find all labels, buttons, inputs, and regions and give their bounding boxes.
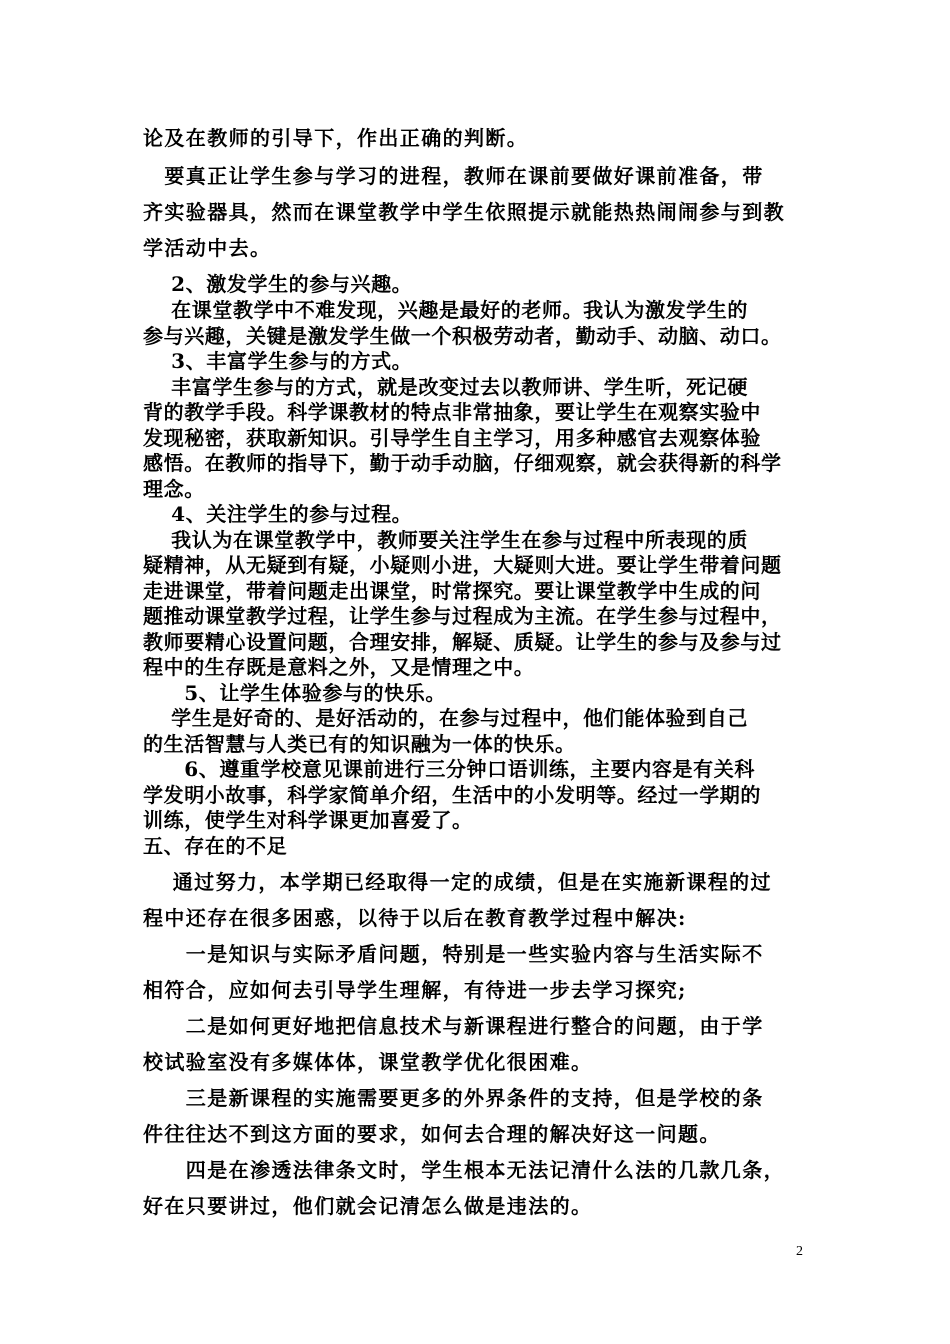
text-line: 的生活智慧与人类已有的知识融为一体的快乐。 xyxy=(143,732,576,756)
text-line: 我认为在课堂教学中，教师要关注学生在参与过程中所表现的质 xyxy=(143,528,748,552)
text-line: 论及在教师的引导下，作出正确的判断。 xyxy=(143,126,529,150)
text-line: 3、丰富学生参与的方式。 xyxy=(143,349,413,373)
text-line: 好在只要讲过，他们就会记清怎么做是违法的。 xyxy=(143,1194,593,1218)
text-line: 四是在渗透法律条文时，学生根本无法记清什么法的几款几条， xyxy=(143,1158,785,1182)
page-number: 2 xyxy=(796,1244,803,1259)
text-line: 6、遵重学校意见课前进行三分钟口语训练，主要内容是有关科 xyxy=(143,757,755,781)
text-line: 背的教学手段。科学课教材的特点非常抽象，要让学生在观察实验中 xyxy=(143,400,761,424)
text-line: 程中还存在很多困惑，以待于以后在教育教学过程中解决: xyxy=(143,906,687,930)
text-line: 参与兴趣，关键是激发学生做一个积极劳动者，勤动手、动脑、动口。 xyxy=(143,324,782,348)
text-line: 走进课堂，带着问题走出课堂，时常探究。要让课堂教学中生成的问 xyxy=(143,579,761,603)
text-line: 二是如何更好地把信息技术与新课程进行整合的问题，由于学 xyxy=(143,1014,764,1038)
text-line: 感悟。在教师的指导下，勤于动手动脑，仔细观察，就会获得新的科学 xyxy=(143,451,782,475)
text-line: 教师要精心设置问题，合理安排，解疑、质疑。让学生的参与及参与过 xyxy=(143,630,782,654)
text-line: 发现秘密，获取新知识。引导学生自主学习，用多种感官去观察体验 xyxy=(143,426,761,450)
text-line: 5、让学生体验参与的快乐。 xyxy=(143,681,446,705)
text-line: 学发明小故事，科学家简单介绍，生活中的小发明等。经过一学期的 xyxy=(143,783,761,807)
text-line: 2、激发学生的参与兴趣。 xyxy=(143,272,413,296)
text-line: 理念。 xyxy=(143,477,205,501)
text-line: 齐实验器具，然而在课堂教学中学生依照提示就能热热闹闹参与到教 xyxy=(143,200,785,224)
text-line: 学活动中去。 xyxy=(143,236,272,260)
text-line: 丰富学生参与的方式，就是改变过去以教师讲、学生听，死记硬 xyxy=(143,375,748,399)
text-line: 一是知识与实际矛盾问题，特别是一些实验内容与生活实际不 xyxy=(143,942,764,966)
text-line: 题推动课堂教学过程，让学生参与过程成为主流。在学生参与过程中， xyxy=(143,604,782,628)
text-line: 在课堂教学中不难发现，兴趣是最好的老师。我认为激发学生的 xyxy=(143,298,748,322)
text-line: 训练，使学生对科学课更加喜爱了。 xyxy=(143,808,473,832)
text-line: 校试验室没有多媒体体，课堂教学优化很困难。 xyxy=(143,1050,593,1074)
text-line: 要真正让学生参与学习的进程，教师在课前要做好课前准备，带 xyxy=(143,164,764,188)
text-line: 相符合，应如何去引导学生理解，有待进一步去学习探究; xyxy=(143,978,687,1002)
text-line: 通过努力，本学期已经取得一定的成绩，但是在实施新课程的过 xyxy=(143,870,772,894)
text-line: 疑精神，从无疑到有疑，小疑则小进，大疑则大进。要让学生带着问题 xyxy=(143,553,782,577)
text-line: 三是新课程的实施需要更多的外界条件的支持，但是学校的条 xyxy=(143,1086,764,1110)
text-line: 件往往达不到这方面的要求，如何去合理的解决好这一问题。 xyxy=(143,1122,721,1146)
text-line: 学生是好奇的、是好活动的，在参与过程中，他们能体验到自己 xyxy=(143,706,748,730)
text-line: 4、关注学生的参与过程。 xyxy=(143,502,413,526)
text-line: 程中的生存既是意料之外，又是情理之中。 xyxy=(143,655,535,679)
section-heading: 五、存在的不足 xyxy=(143,834,288,858)
